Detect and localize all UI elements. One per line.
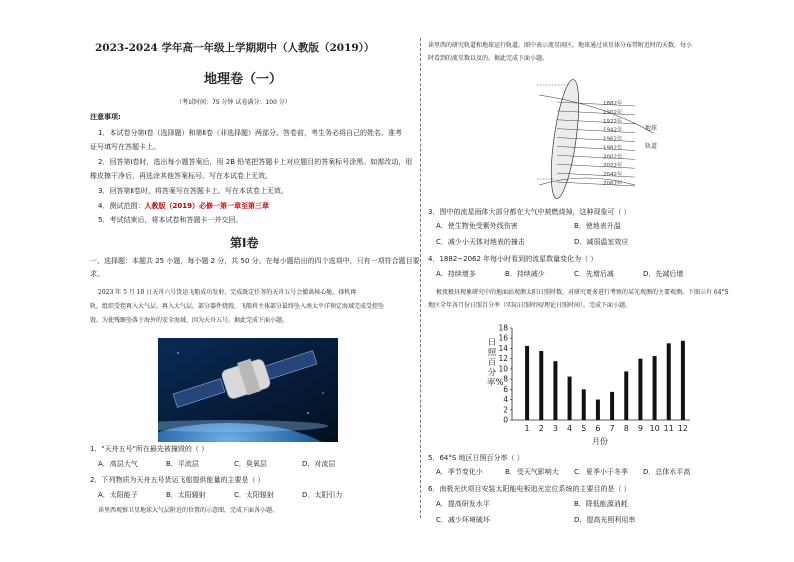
chart-ytick-label: 16 [498,333,508,343]
chart-bar [525,346,529,420]
instructions-line-1: 一、选择题：本题共 25 小题，每小题 2 分，共 50 分。在每小题给出的四个选项中，只有一项符合题目要 [90,257,420,265]
note-line-7: 5．考试结束后，将本试卷和答题卡一并交回。 [98,216,243,224]
chart-ytick-label: 18 [498,323,508,333]
instructions-line-2: 求。 [90,270,104,278]
note-line-6 [98,200,269,212]
chart-bar [539,351,543,420]
chart-ytick-label: 4 [503,395,508,405]
chart-ytick-label: 6 [503,384,508,394]
passage1-line-3: 毁。为使残骸坠落于海外的安全海域，因为天舟五号。据此完成下面小题。 [90,317,289,324]
question-1-stem: 1．"天舟五号"所在最先被撞毁的（ ） [90,445,209,453]
q3-option-c[interactable]: C．减少小天体对地表的撞击 [436,238,525,246]
chart-xtick-label: 8 [623,424,629,433]
chart-ytick-label: 10 [498,364,508,374]
orbit-year-label: 1922年 [603,118,623,125]
q5-option-c[interactable]: C．夏季小于冬季 [574,468,628,476]
right-intro-line-1: 读里西的研究轨道和地球运行轨道，图中表示流星雨区，地球通过该星体分布带附近时的天数，每小 [428,42,693,49]
q3-option-b[interactable]: B．使地表升温 [574,222,621,230]
orbit-label: 轨道 [645,143,658,150]
q6-option-b[interactable]: B．降低能源消耗 [574,500,628,508]
note-line-1: 1．本试卷分第Ⅰ卷（选择题）和第Ⅱ卷（非选择题）两部分。答卷前，考生务必将自己的姓名、准考 [98,129,402,137]
chart-ytick-label: 0 [503,415,508,425]
right-intro-line-2: 时看到的流星数以及的。据此完成下面小题。 [428,55,549,62]
chart-bar [667,343,671,420]
note-line-4: 橡皮擦干净后，再选涂其他答案标号。写在本试卷上无效。 [90,172,272,180]
question-3-stem: 3．图中的流星雨体大部分都在大气中被燃烧掉，这种现象可（ ） [428,208,631,216]
q3-option-d[interactable]: D．减弱温室效应 [574,238,629,246]
orbit-year-label: 1882年 [603,101,623,107]
q4-option-d[interactable]: D．先减后增 [643,270,684,278]
chart-intro-line-2: 地区全年各月份日照百分率（实际日照时间/理论日照时间）。完成下面小题。 [428,302,632,309]
chart-xtick-label: 7 [609,424,615,433]
chart-xtick-label: 10 [649,424,660,433]
q1-option-b[interactable]: B．平流层 [166,460,199,468]
chart-xtick-label: 4 [567,424,573,433]
chart-ytick-label: 12 [498,354,508,364]
chart-bar [681,341,685,420]
meteor-orbit-diagram [535,75,665,203]
q4-option-a[interactable]: A．持续增多 [436,270,476,278]
exam-subtitle: 地理卷（一） [204,72,283,87]
q2-option-c[interactable]: C．太阳辐射 [234,491,274,499]
note-line-2: 证号填写在答题卡上。 [90,143,160,151]
question-4-stem: 4．1882~2062 年每小时看到的流星数量变化为（ ） [428,255,598,263]
q1-option-c[interactable]: C．臭氧层 [234,460,267,468]
chart-xlabel: 月份 [592,437,608,446]
q2-option-d[interactable]: D．太阳引力 [302,491,343,499]
chart-xtick-label: 1 [524,424,530,433]
orbit-year-label: 1942年 [603,127,623,134]
orbit-year-label: 2002年 [603,154,623,161]
exam-info: （考试时间：75 分钟 试卷满分：100 分） [176,99,291,106]
orbit-year-label: 1962年 [603,136,623,143]
chart-bar [624,371,628,420]
column-divider [420,38,421,518]
spacecraft-photo [158,338,338,442]
chart-xtick-label: 2 [538,424,544,433]
q1-option-d[interactable]: D．对流层 [302,460,336,468]
section-title: 第Ⅰ卷 [230,236,259,250]
q6-option-a[interactable]: A．提高研发水平 [436,500,490,508]
chart-xtick-label: 6 [595,424,601,433]
question-5-stem: 5．64°S 地区日照百分率（ ） [428,454,524,462]
chart-bar [596,400,600,420]
note-scope-label: 4．测试范围： [98,202,145,210]
q6-option-d[interactable]: D．提高光照利用率 [574,516,636,524]
passage1-line-1: 2023 年 5 月 10 日天舟六号货运飞船成功发射，完成既定任务的天舟五号会撤离核心舱，择机再 [98,289,357,296]
chart-bar [568,377,572,420]
note-line-3: 2．回答第Ⅰ卷时，选出每小题答案后，用 2B 铅笔把答题卡上对应题目的答案标号涂黑。如需改动，用 [98,158,413,166]
q2-option-a[interactable]: A．太阳能子 [98,491,138,499]
orbit-year-label: 2022年 [603,163,623,170]
chart-bar [553,361,557,420]
orbit-year-line [557,182,635,186]
chart-xtick-label: 9 [637,424,643,433]
earth-label: 地球 [645,125,658,132]
orbit-year-label: 2062年 [603,181,623,187]
chart-xtick-label: 3 [552,424,558,433]
chart-intro-line-1: 极夜极昼现象研究中的地面站观测太阳日照时数，对研究更多进行考察的某光观测的主要观测。下图示有 64°S [436,289,729,296]
note-scope-highlight: 人教版（2019）必修一第一章至第三章 [144,202,269,210]
q4-option-b[interactable]: B．持续减少 [505,270,545,278]
orbit-year-label: 2042年 [603,172,623,179]
chart-ytick-label: 8 [503,374,508,384]
chart-bar [610,392,614,420]
chart-bar [653,356,657,420]
sunshine-percentage-chart [478,320,698,448]
chart-xtick-label: 11 [663,424,674,433]
q5-option-b[interactable]: B．受天气影响大 [505,468,559,476]
question-6-stem: 6．南极光伏项目安装太阳能电板追光定位系统的主要目的是（ ） [428,485,631,493]
q5-option-a[interactable]: A．季节变化小 [436,468,483,476]
chart-ylabel: 日照百分率% [487,338,504,388]
chart-bar [582,389,586,420]
passage-bottom-left: 读里西观察卫星地球大气层附近的位置的示意图，完成下面各小题。 [98,507,279,514]
chart-xtick-label: 5 [581,424,587,433]
q4-option-c[interactable]: C．先增后减 [574,270,614,278]
q2-option-b[interactable]: B．太阳辐射 [166,491,206,499]
question-2-stem: 2．下列物质为天舟五号货运飞船提供能量的主要是（ ） [90,476,265,484]
orbit-year-label: 1982年 [603,145,623,152]
note-line-5: 3．回答第Ⅱ卷时，将答案写在答题卡上。写在本试卷上无效。 [98,187,288,195]
passage1-line-2: 轨，组织受控再入大气层，再入大气层，部分器件烧毁，飞船将主体部分最终坠入南太平洋预定海域完成受控坠 [90,303,385,310]
exam-title: 2023-2024 学年高一年级上学期期中（人教版（2019）） [95,42,375,54]
chart-ytick-label: 2 [503,405,508,415]
notes-heading: 注意事项: [90,113,121,121]
q1-option-a[interactable]: A．高层大气 [98,460,138,468]
q5-option-d[interactable]: D．总体水平高 [643,468,691,476]
chart-ytick-label: 14 [498,343,508,353]
q6-option-c[interactable]: C．减少环境破坏 [436,516,490,524]
chart-bar [638,359,642,420]
chart-xtick-label: 12 [677,424,689,433]
q3-option-a[interactable]: A．使生物免受紫外线伤害 [436,222,518,230]
orbit-year-label: 1902年 [603,109,623,116]
